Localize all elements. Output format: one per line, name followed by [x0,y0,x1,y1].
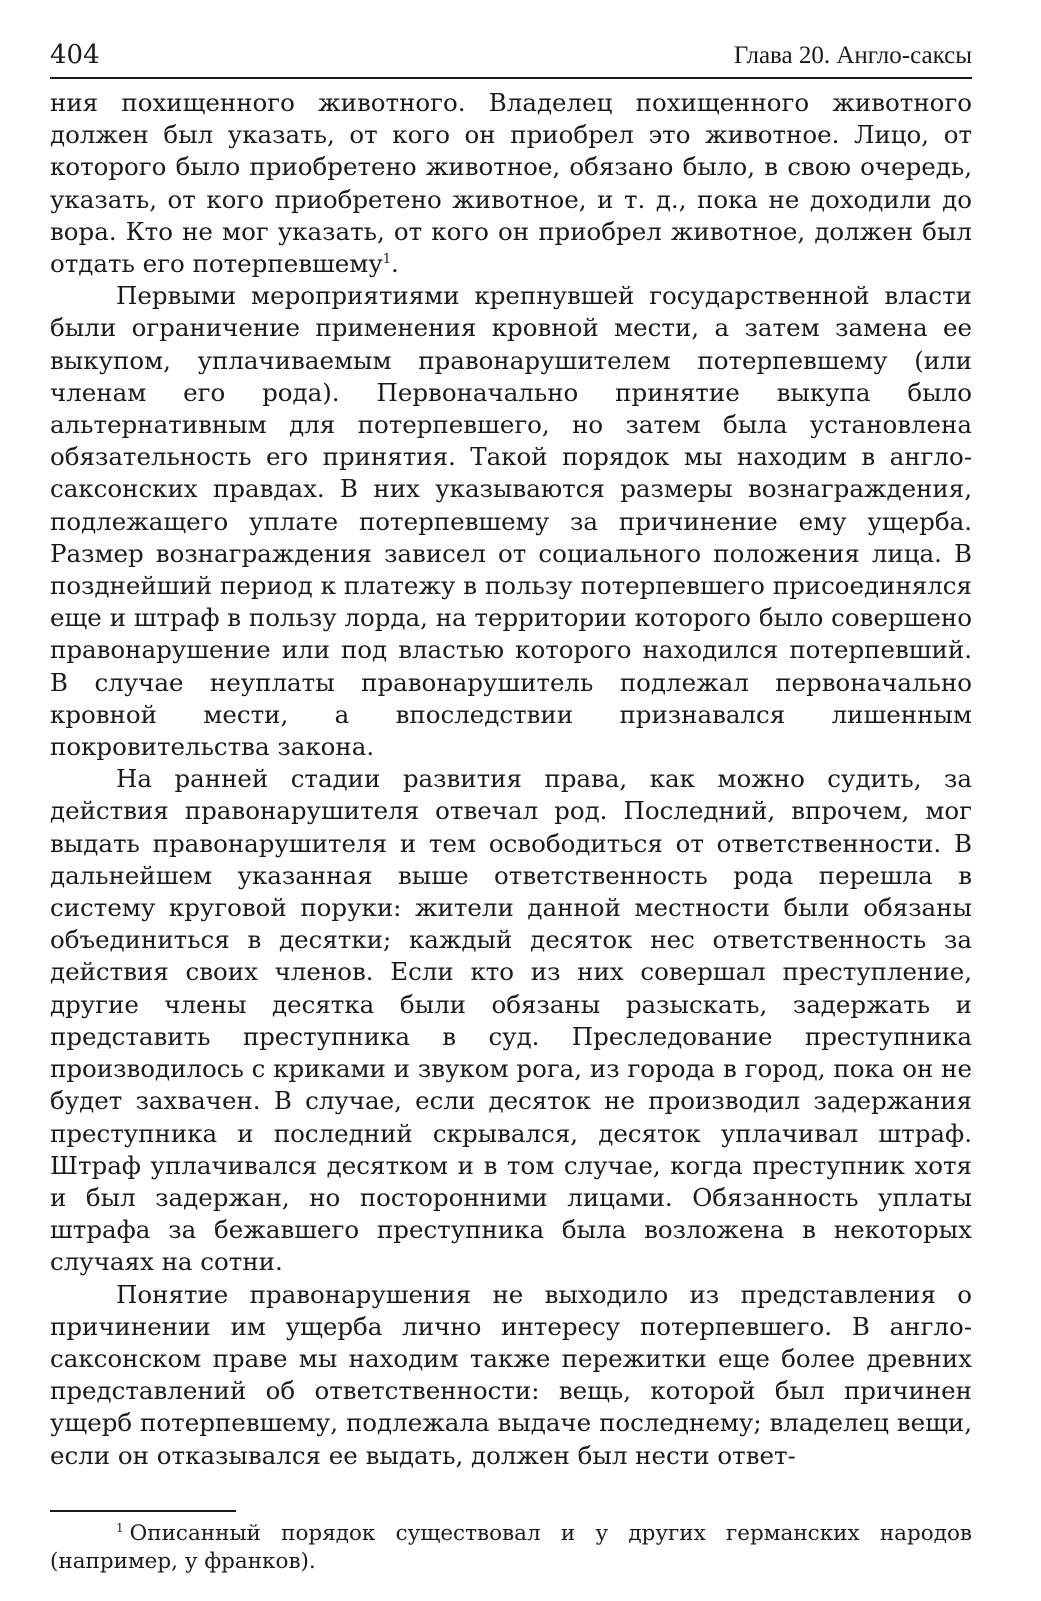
book-page [50,40,972,1576]
body-text [50,87,972,1472]
footnote-divider [50,1510,236,1512]
footnote [50,1520,972,1576]
footnote-mark: 1 [116,1520,124,1535]
paragraph-4: Понятие правонарушения не выходило из представления о причинении им ущерба лично интересу потерпевшего. В англо-саксонском праве мы находим также пережитки еще более древних представлений об ответственности: вещь, которой был причинен ущерб потерпевшему, подлежала выдаче последнему; владелец вещи, если он отказывался ее выдать, должен был нести ответ- [50,1279,972,1470]
page-number: 404 [50,40,100,70]
footnote-reference: 1 [382,251,392,267]
footnote-text: Описанный порядок существовал и у других германских народов (например, у франков). [50,1520,972,1574]
chapter-title: Глава 20. Англо-саксы [733,42,972,69]
running-head [50,40,972,79]
paragraph-1-text: ния похищенного животного. Владелец похищенного животного должен был указать, от кого он приобрел это животное. Лицо, от которого было приобретено животное, обязано было, в свою очередь, указать, от кого приобретено животное, и т. д., пока не доходили до вора. Кто не мог указать, от кого он приобрел животное, должен был отдать его потерпевшему [50,88,972,279]
paragraph-3: На ранней стадии развития права, как можно судить, за действия правонарушителя отвечал род. Последний, впрочем, мог выдать правонарушителя и тем освободиться от ответственности. В дальнейшем указанная выше ответственность рода перешла в систему круговой поруки: жители данной местности были обязаны объединиться в десятки; каждый десяток нес ответственность за действия своих членов. Если кто из них совершал преступление, другие члены десятка были обязаны разыскать, задержать и представить преступника в суд. Преследование преступника производилось с криками и звуком рога, из города в город, пока он не будет захвачен. В случае, если десяток не производил задержания преступника и последний скрывался, десяток уплачивал штраф. Штраф уплачивался десятком и в том случае, когда преступник хотя и был задержан, но посторонними лицами. Обязанность уплаты штрафа за бежавшего преступника была возложена в некоторых случаях на сотни. [50,764,972,1277]
paragraph-1 [50,87,972,280]
paragraph-1-end: . [391,249,399,279]
paragraph-2: Первыми мероприятиями крепнувшей государственной власти были ограничение применения кровной мести, а затем замена ее выкупом, уплачиваемым правонарушителем потерпевшему (или членам его рода). Первоначально принятие выкупа было альтернативным для потерпевшего, но затем была установлена обязательность его принятия. Такой порядок мы находим в англо-саксонских правдах. В них указываются размеры вознаграждения, подлежащего уплате потерпевшему за причинение ему ущерба. Размер вознаграждения зависел от социального положения лица. В позднейший период к платежу в пользу потерпевшего присоединялся еще и штраф в пользу лорда, на территории которого было совершено правонарушение или под властью которого находился потерпевший. В случае неуплаты правонарушитель подлежал первоначально кровной мести, а впоследствии признавался лишенным покровительства закона. [50,281,972,762]
